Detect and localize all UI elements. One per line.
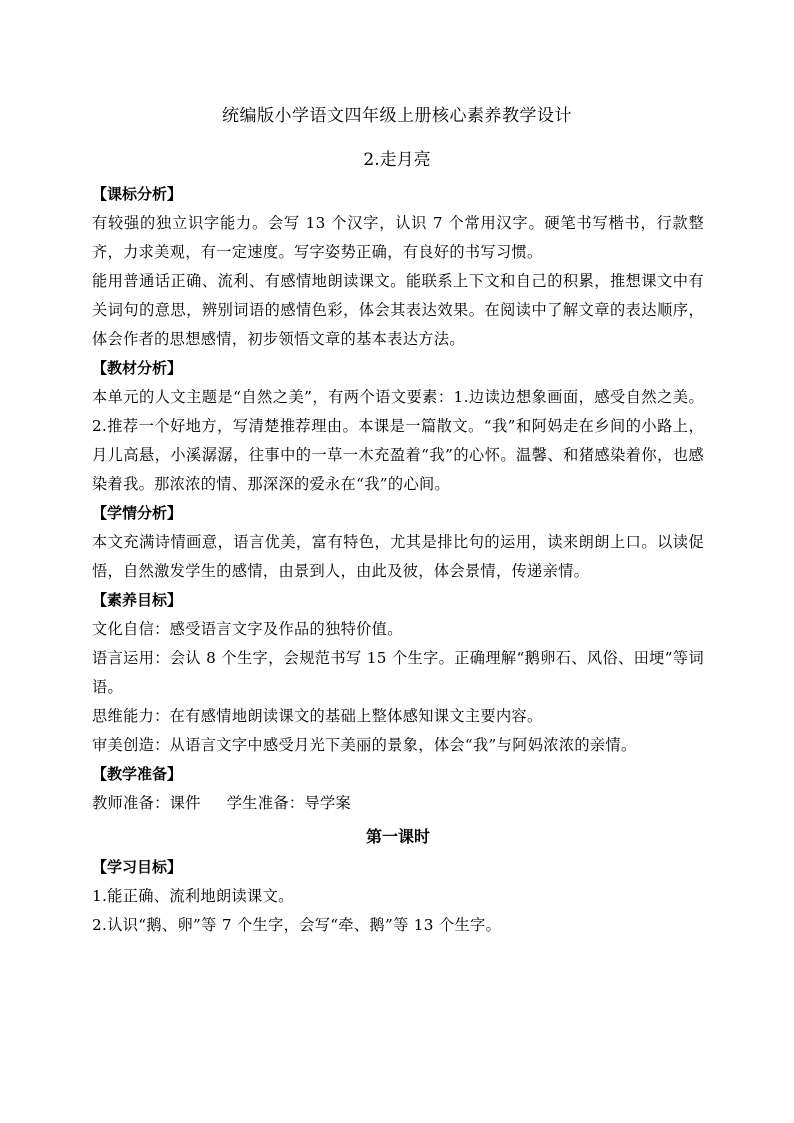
student-analysis-heading: 【学情分析】 (92, 504, 183, 522)
teacher-preparation: 教师准备：课件 (92, 794, 201, 812)
student-analysis-paragraph: 本文充满诗情画意，语言优美，富有特色，尤其是排比句的运用，读来朗朗上口。以读促悟，自然激发学生的感情，由景到人，由此及彼，体会景情，传递亲情。 (92, 533, 704, 580)
curriculum-analysis-heading: 【课标分析】 (92, 185, 183, 203)
teaching-preparation-heading: 【教学准备】 (92, 765, 183, 783)
teaching-preparation-line (92, 789, 704, 818)
first-period-heading: 第一课时 (365, 827, 430, 846)
document-body (92, 180, 704, 940)
learning-objective-1: 1.能正确、流利地朗读课文。 (92, 887, 294, 905)
document-title: 统编版小学语文四年级上册核心素养教学设计 (222, 106, 572, 126)
lesson-title: 2.走月亮 (363, 150, 431, 170)
learning-objectives-heading: 【学习目标】 (92, 858, 183, 876)
curriculum-analysis-paragraph-2: 能用普通话正确、流利、有感情地朗读课文。能联系上下文和自己的积累，推想课文中有关词句的意思，辨别词语的感情色彩，体会其表达效果。在阅读中了解文章的表达顺序，体会作者的思想感情，初步领悟文章的基本表达方法。 (92, 272, 704, 348)
textbook-analysis-paragraph: 本单元的人文主题是“自然之美”，有两个语文要素：1.边读边想象画面，感受自然之美。2.推荐一个好地方，写清楚推荐理由。本课是一篇散文。“我”和阿妈走在乡间的小路上，月儿高悬，小溪潺潺，往事中的一草一木充盈着“我”的心怀。温馨、和猪感染着你，也感染着我。那浓浓的情、那深深的爱永在“我”的心间。 (92, 388, 704, 493)
goal-aesthetic-creation: 审美创造：从语言文字中感受月光下美丽的景象，体会“我”与阿妈浓浓的亲情。 (92, 736, 637, 754)
student-preparation: 学生准备：导学案 (226, 794, 352, 812)
goal-language-use: 语言运用：会认 8 个生字，会规范书写 15 个生字。正确理解“鹅卵石、风俗、田埂”等词语。 (92, 649, 704, 696)
textbook-analysis-heading: 【教材分析】 (92, 359, 183, 377)
curriculum-analysis-paragraph-1: 有较强的独立识字能力。会写 13 个汉字，认识 7 个常用汉字。硬笔书写楷书，行款整齐，力求美观，有一定速度。写字姿势正确，有良好的书写习惯。 (92, 214, 704, 261)
goal-cultural-confidence: 文化自信：感受语言文字及作品的独特价值。 (92, 620, 403, 638)
learning-objective-2: 2.认识“鹅、卵”等 7 个生字，会写“牵、鹅”等 13 个生字。 (92, 916, 502, 934)
literacy-goals-heading: 【素养目标】 (92, 591, 183, 609)
goal-thinking-ability: 思维能力：在有感情地朗读课文的基础上整体感知课文主要内容。 (92, 707, 543, 725)
